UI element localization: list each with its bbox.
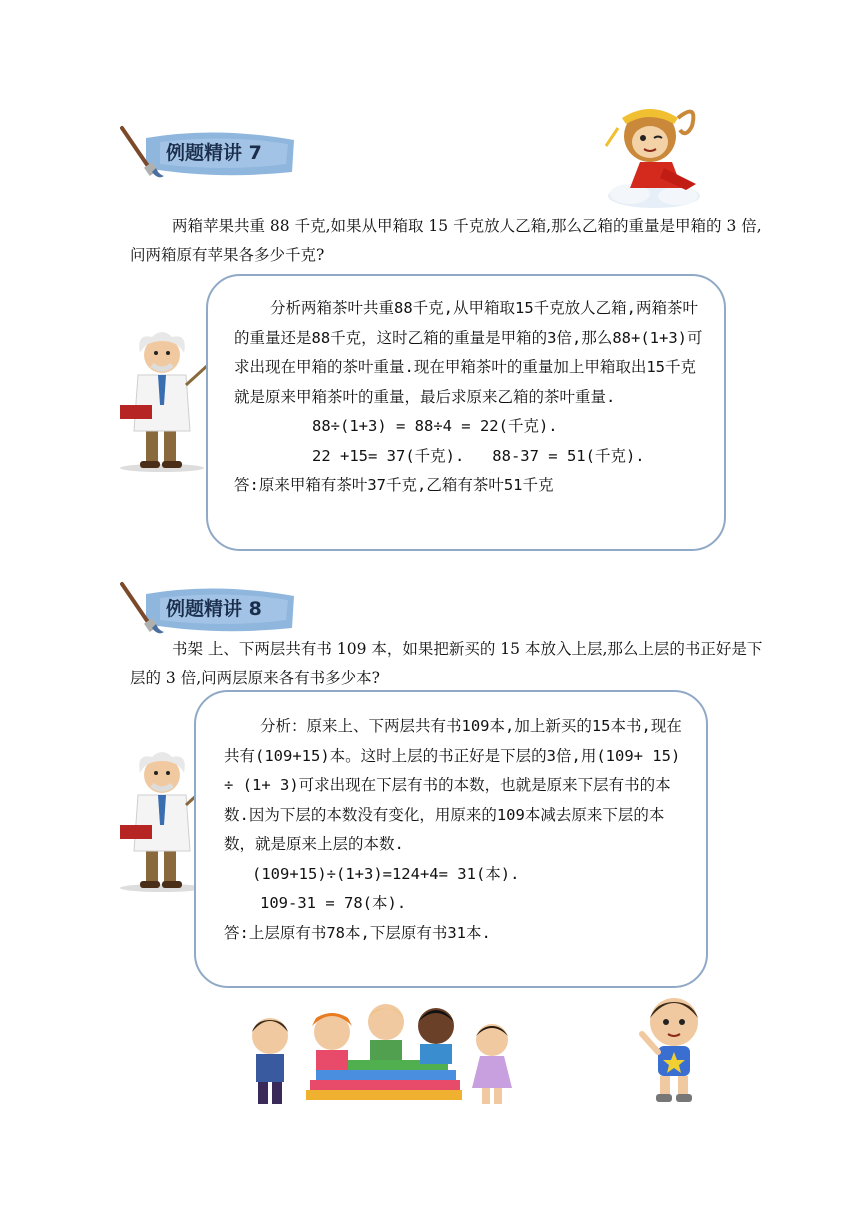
- calc-line-2: 109-31 = 78(本).: [260, 894, 407, 912]
- analysis-text: 分析：原来上、下两层共有书109本,加上新买的15本书,现在共有(109+15)本。这时上层的书正好是下层的3倍,用(109+ 15) ÷ (1+ 3)可求出现在下层有书的本数，也就是原来下层有书的本数.因为下层的本数没有变化，用原来的109本减去原来下层的本数，就是原来上层的本数.: [224, 717, 682, 853]
- calc-line-1: (109+15)÷(1+3)=124+4= 31(本).: [252, 864, 520, 883]
- reading-kids-icon: [236, 996, 526, 1110]
- calc-line-2: 22 +15= 37(千克). 88-37 = 51(千克).: [312, 446, 645, 465]
- problem-text: 书架 上、下两层共有书 109 本，如果把新买的 15 本放入上层,那么上层的书正好是下层的 3 倍,问两层原来各有书多少本?: [130, 640, 763, 687]
- analysis-bubble-8: [194, 690, 708, 988]
- analysis-bubble-7: [206, 274, 726, 551]
- section-banner-7: [116, 124, 306, 180]
- answer-text: 答:原来甲箱有茶叶37千克,乙箱有茶叶51千克: [234, 476, 554, 494]
- answer-text: 答:上层原有书78本,下层原有书31本.: [224, 923, 491, 942]
- section-title: 例题精讲 7: [166, 142, 262, 164]
- monkey-king-icon: [600, 92, 704, 210]
- section-title: 例题精讲 8: [166, 598, 262, 620]
- calc-line-1: 88÷(1+3) = 88÷4 = 22(千克).: [312, 417, 558, 435]
- waving-boy-icon: [634, 988, 714, 1106]
- problem-text: 两箱苹果共重 88 千克,如果从甲箱取 15 千克放人乙箱,那么乙箱的重量是甲箱的 3 倍,问两箱原有苹果各多少千克?: [130, 217, 762, 264]
- professor-icon: [112, 325, 212, 473]
- section-banner-8: [116, 580, 306, 636]
- analysis-text: 分析两箱茶叶共重88千克,从甲箱取15千克放人乙箱,两箱茶叶的重量还是88千克，这时乙箱的重量是甲箱的3倍,那么88+(1+3)可求出现在甲箱的茶叶重量.现在甲箱茶叶的重量加上甲箱取出15千克就是原来甲箱茶叶的重量，最后求原来乙箱的茶叶重量.: [234, 299, 703, 406]
